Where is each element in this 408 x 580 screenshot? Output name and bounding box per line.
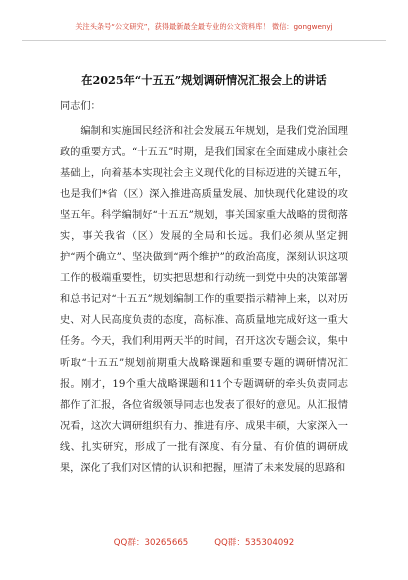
document-body — [60, 121, 348, 479]
header-divider — [22, 40, 386, 41]
document-title: 在2025年“十五五”规划调研情况汇报会上的讲话 — [81, 73, 327, 87]
qq-group-1: QQ群：30265665 — [113, 538, 189, 548]
promo-footer — [0, 536, 408, 548]
qq-group-2: QQ群：535304092 — [214, 538, 295, 548]
body-paragraph: 编制和实施国民经济和社会发展五年规划，是我们党治国理政的重要方式。“十五五”时期，是我们国家在全面建成小康社会基础上，向着基本实现社会主义现代化的目标迈进的关键五年，也是我们*省（区）深入推进高质量发展、加快现代化建设的攻坚五年。科学编制好“十五五”规划，事关国家重大战略的贯彻落实，事关我省（区）发展的全局和长远。我们必须从坚定拥护“两个确立”、坚决做到“两个维护”的政治高度，深刻认识这项工作的极端重要性，切实把思想和行动统一到党中央的决策部署和总书记对“十五五”规划编制工作的重要指示精神上来，以对历史、对人民高度负责的态度，高标准、高质量地完成好这一重大任务。今天，我们利用两天半的时间，召开这次专题会议，集中听取“十五五”规划前期重大战略课题和重要专题的调研情况汇报。刚才，19个重大战略课题和11个专题调研的牵头负责同志都作了汇报，各位省级领导同志也发表了很好的意见。从汇报情况看，这次大调研组织有力、推进有序、成果丰硕，大家深入一线、扎实研究，形成了一批有深度、有分量、有价值的调研成果，深化了我们对区情的认识和把握，厘清了未来发展的思路和 — [60, 126, 348, 474]
greeting: 同志们： — [60, 101, 101, 112]
promo-header: 关注头条号“公文研究”，获得最新最全最专业的公文资料库！ 微信：gongwenyj — [75, 22, 333, 31]
